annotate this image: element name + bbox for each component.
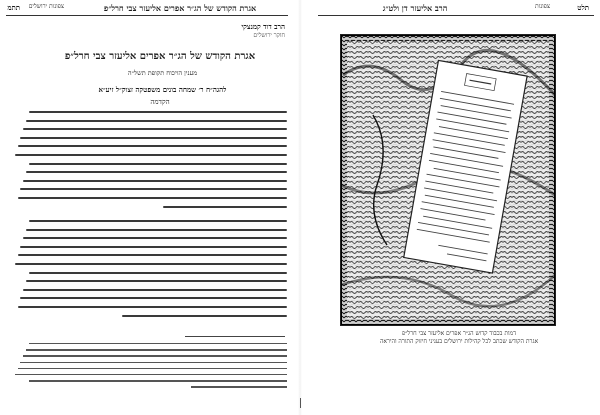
gutter-tick-mark bbox=[300, 398, 301, 408]
footnote-rule bbox=[185, 336, 285, 337]
manuscript-photo bbox=[341, 35, 555, 325]
illegible-text-line bbox=[12, 185, 287, 194]
illegible-text-line bbox=[12, 260, 287, 269]
article-subtitle: מענין הויכוח תקופת תשל״ה bbox=[127, 69, 198, 77]
illegible-text-line bbox=[12, 203, 287, 212]
illegible-text-line bbox=[12, 243, 287, 252]
illegible-text-line bbox=[12, 134, 287, 143]
illegible-text-line bbox=[12, 286, 287, 295]
article-author: הרב דוד קמנצקי bbox=[241, 22, 285, 31]
illegible-text-line bbox=[12, 160, 287, 169]
left-head-rule bbox=[6, 15, 288, 16]
illegible-text-line bbox=[12, 142, 287, 151]
right-page-number: תלט bbox=[577, 3, 589, 12]
section-heading: הקדמה bbox=[150, 98, 170, 106]
body-paragraph-2 bbox=[12, 217, 287, 320]
manuscript-plate bbox=[340, 34, 556, 326]
article-title: אגרת הקודש של הג״ר אפרים אליעזר צבי חרל״פ bbox=[64, 51, 256, 62]
illegible-text-line bbox=[12, 303, 287, 312]
illegible-text-line bbox=[12, 217, 287, 226]
caption-line-2: אגרת הקודש שכתב לכל קהילות ירושלים בעניני חיזוק התורה והיראה bbox=[379, 337, 539, 345]
illegible-text-line bbox=[12, 117, 287, 126]
body-paragraph-1 bbox=[12, 108, 287, 211]
illegible-text-line bbox=[12, 312, 287, 321]
illegible-text-line bbox=[12, 194, 287, 203]
illegible-text-line bbox=[12, 234, 287, 243]
illegible-text-line bbox=[12, 384, 287, 390]
left-margin-mark: צפונות ירושלים bbox=[28, 3, 64, 10]
caption-line-1: דמות בכבוד קדוש הג״ר אפרים אליעזר צבי חרל״פ bbox=[401, 330, 516, 337]
illegible-text-line bbox=[12, 269, 287, 278]
illegible-text-line bbox=[12, 108, 287, 117]
illegible-text-line bbox=[12, 151, 287, 160]
right-head-rule bbox=[318, 15, 594, 16]
illegible-text-line bbox=[12, 125, 287, 134]
illegible-text-line bbox=[12, 294, 287, 303]
illegible-text-line bbox=[12, 251, 287, 260]
right-running-head: הרב אליעזר דן ולט״ג bbox=[382, 3, 448, 13]
illegible-text-line bbox=[12, 226, 287, 235]
illegible-text-line bbox=[12, 277, 287, 286]
author-affiliation: חוקר ירושלים bbox=[253, 32, 285, 39]
left-page-number: תתמ bbox=[7, 3, 20, 12]
illegible-text-line bbox=[12, 168, 287, 177]
left-running-head: אגרת הקודש של הג״ר אפרים אליעזר צבי חרל״פ bbox=[103, 3, 257, 13]
book-gutter bbox=[298, 0, 302, 415]
article-dedication: להגה״ח ר׳ שמחה בונים משפטקה זצוק״ל זיע״א bbox=[98, 85, 227, 94]
illegible-text-line bbox=[12, 177, 287, 186]
right-margin-mark: צפונות bbox=[535, 3, 550, 10]
plate-caption bbox=[336, 330, 582, 345]
footnotes-block bbox=[12, 341, 287, 391]
